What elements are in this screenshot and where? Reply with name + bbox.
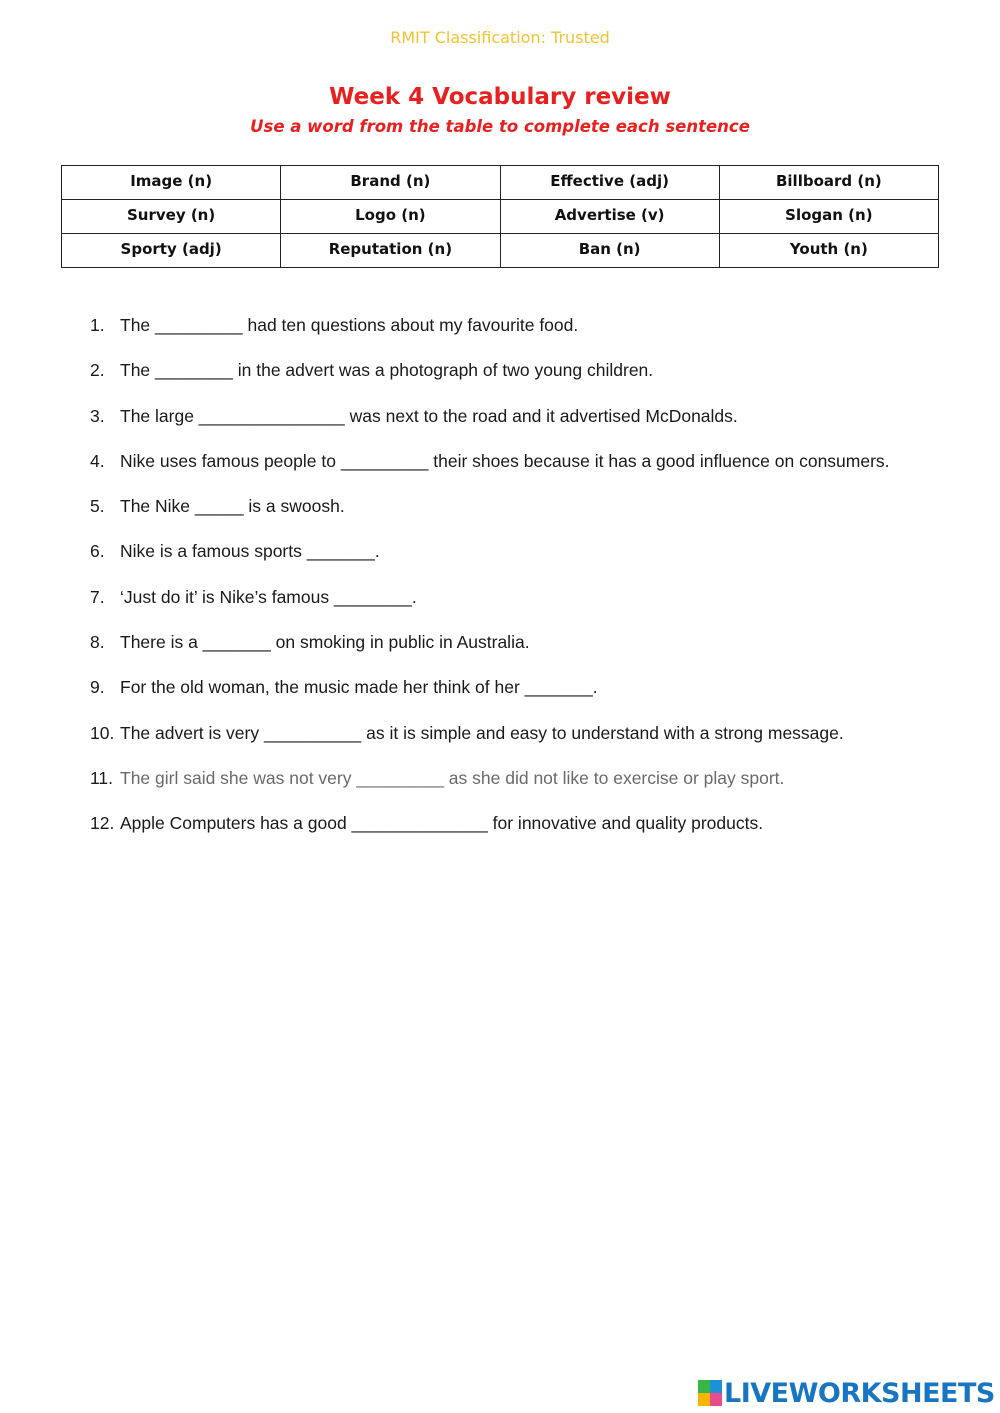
- question-text: The large _______________ was next to the road and it advertised McDonalds.: [120, 405, 738, 426]
- liveworksheets-logo-icon: [698, 1380, 722, 1406]
- question-text: The _________ had ten questions about my favourite food.: [120, 315, 579, 335]
- vocab-word: Logo (n): [281, 200, 500, 234]
- question-number: 7.: [90, 586, 105, 607]
- vocab-word: Advertise (v): [500, 200, 719, 234]
- question-number: 11.: [90, 767, 114, 788]
- vocab-word: Sporty (adj): [62, 234, 281, 268]
- vocab-word: Youth (n): [719, 234, 938, 268]
- vocab-word: Brand (n): [281, 166, 500, 200]
- question-text: Apple Computers has a good ______________ for innovative and quality products.: [120, 813, 764, 834]
- question-item: [90, 676, 970, 721]
- question-text: Nike uses famous people to _________ their shoes because it has a good influence on consumers.: [120, 450, 890, 471]
- question-item: [90, 359, 970, 404]
- question-item: [90, 540, 970, 585]
- vocab-word: Survey (n): [62, 200, 281, 234]
- table-row: [62, 234, 939, 268]
- question-list: [90, 314, 970, 858]
- question-number: 8.: [90, 632, 105, 653]
- page-title: Week 4 Vocabulary review: [329, 84, 671, 110]
- question-number: 1.: [90, 315, 105, 335]
- question-item: [90, 405, 970, 450]
- classification-label: RMIT Classification: Trusted: [390, 28, 610, 47]
- vocabulary-table: [61, 165, 939, 268]
- question-text: Nike is a famous sports _______.: [120, 541, 380, 562]
- question-number: 5.: [90, 496, 105, 517]
- question-item: [90, 767, 970, 812]
- question-text: ‘Just do it’ is Nike’s famous ________.: [120, 586, 417, 607]
- question-item: [90, 722, 970, 767]
- vocab-word: Image (n): [62, 166, 281, 200]
- question-number: 4.: [90, 450, 105, 471]
- question-text: The advert is very __________ as it is simple and easy to understand with a strong message.: [120, 722, 844, 743]
- question-text: The girl said she was not very _________ as she did not like to exercise or play sport.: [120, 767, 785, 788]
- question-number: 12.: [90, 813, 115, 834]
- question-number: 3.: [90, 405, 105, 426]
- vocab-word: Reputation (n): [281, 234, 500, 268]
- vocab-word: Slogan (n): [719, 200, 938, 234]
- question-item: [90, 812, 970, 857]
- question-item: [90, 495, 970, 540]
- question-item: [90, 631, 970, 676]
- question-item: [90, 314, 970, 359]
- liveworksheets-logo: [698, 1378, 995, 1408]
- vocab-word: Billboard (n): [719, 166, 938, 200]
- question-number: 2.: [90, 360, 105, 381]
- question-text: The ________ in the advert was a photograph of two young children.: [120, 360, 654, 381]
- table-row: [62, 166, 939, 200]
- question-number: 9.: [90, 677, 105, 698]
- question-number: 6.: [90, 541, 105, 562]
- instructions: Use a word from the table to complete each sentence: [250, 117, 750, 136]
- vocab-word: Ban (n): [500, 234, 719, 268]
- question-text: For the old woman, the music made her think of her _______.: [120, 677, 598, 698]
- question-text: The Nike _____ is a swoosh.: [120, 496, 345, 517]
- question-number: 10.: [90, 722, 115, 743]
- question-item: [90, 450, 970, 495]
- logo-text: LIVEWORKSHEETS: [724, 1377, 995, 1409]
- question-item: [90, 586, 970, 631]
- vocab-word: Effective (adj): [500, 166, 719, 200]
- question-text: There is a _______ on smoking in public in Australia.: [120, 632, 530, 653]
- table-row: [62, 200, 939, 234]
